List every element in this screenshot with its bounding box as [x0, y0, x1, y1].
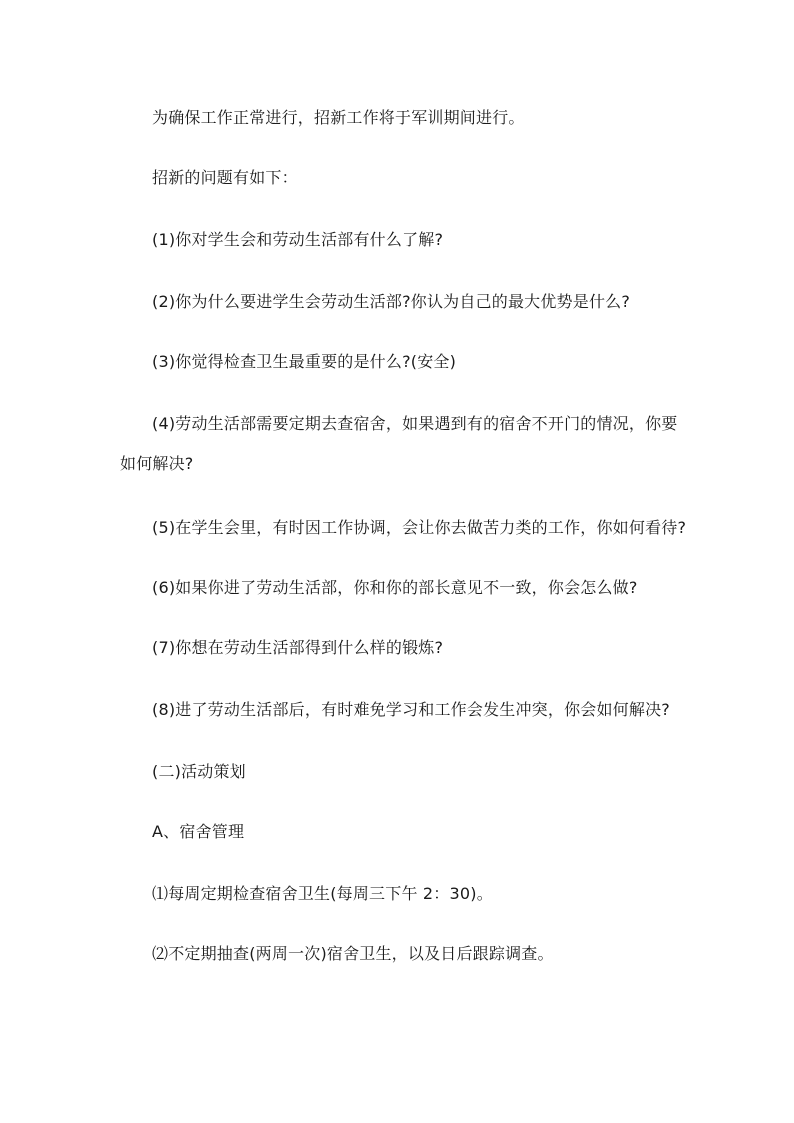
paragraph-recruitment-timing: 为确保工作正常进行，招新工作将于军训期间进行。 [152, 108, 525, 127]
question-7: (7)你想在劳动生活部得到什么样的锻炼? [152, 638, 444, 657]
question-1: (1)你对学生会和劳动生活部有什么了解? [152, 230, 444, 249]
dorm-item-1: ⑴每周定期检查宿舍卫生(每周三下午 2：30)。 [152, 884, 493, 903]
section-heading-activity-planning: (二)活动策划 [152, 762, 246, 781]
question-3: (3)你觉得检查卫生最重要的是什么?(安全) [152, 352, 457, 371]
question-5: (5)在学生会里，有时因工作协调，会让你去做苦力类的工作，你如何看待? [152, 518, 687, 537]
paragraph-questions-intro: 招新的问题有如下： [152, 168, 298, 187]
dorm-item-2: ⑵不定期抽查(两周一次)宿舍卫生，以及日后跟踪调查。 [152, 944, 554, 963]
subsection-heading-dorm-management: A、宿舍管理 [152, 822, 245, 841]
question-4: (4)劳动生活部需要定期去查宿舍，如果遇到有的宿舍不开门的情况，你要如何解决? [120, 414, 678, 473]
question-8: (8)进了劳动生活部后，有时难免学习和工作会发生冲突，你会如何解决? [152, 700, 670, 719]
question-6: (6)如果你进了劳动生活部，你和你的部长意见不一致，你会怎么做? [152, 578, 638, 597]
question-2: (2)你为什么要进学生会劳动生活部?你认为自己的最大优势是什么? [152, 292, 631, 311]
